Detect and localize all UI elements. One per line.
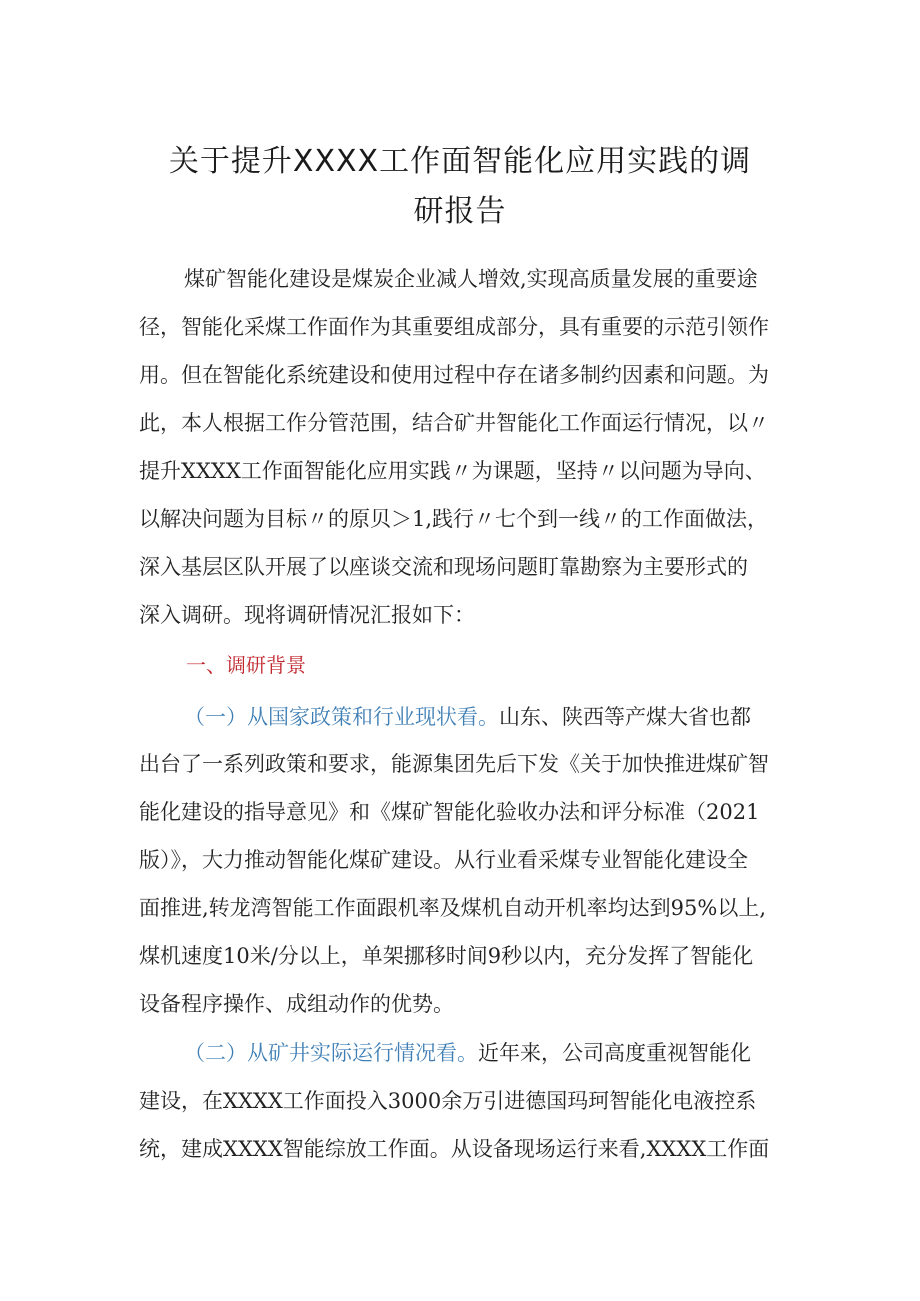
subsection-2-first-line xyxy=(184,1036,789,1070)
subsection-1-first-line xyxy=(184,700,789,734)
section-heading: 一、调研背景 xyxy=(186,653,306,677)
subsection-1-first-text: 山东、陕西等产煤大省也都 xyxy=(499,705,751,729)
intro-line: 提升XXXX工作面智能化应用实践〃为课题，坚持〃以问题为导向、 xyxy=(139,459,766,483)
body-line: 建设，在XXXX工作面投入3000余万引进德国玛珂智能化电液控系 xyxy=(139,1089,757,1113)
body-line: 出台了一系列政策和要求，能源集团先后下发《关于加快推进煤矿智 xyxy=(139,752,769,776)
body-line: 版）》，大力推动智能化煤矿建设。从行业看采煤专业智能化建设全 xyxy=(139,848,748,872)
subsection-2-heading: （二）从矿井实际运行情况看。 xyxy=(184,1041,478,1065)
body-line: 统，建成XXXX智能综放工作面。从设备现场运行来看,XXXX工作面 xyxy=(139,1137,770,1161)
intro-line: 此，本人根据工作分管范围，结合矿井智能化工作面运行情况，以〃 xyxy=(139,411,769,435)
intro-line: 用。但在智能化系统建设和使用过程中存在诸多制约因素和问题。为 xyxy=(139,363,769,387)
intro-line: 深入调研。现将调研情况汇报如下： xyxy=(139,603,475,627)
intro-line: 以解决问题为目标〃的原贝＞1,践行〃七个到一线〃的工作面做法， xyxy=(139,507,769,531)
intro-line: 径，智能化采煤工作面作为其重要组成部分，具有重要的示范引领作 xyxy=(139,315,769,339)
body-line: 煤机速度10米/分以上，单架挪移时间9秒以内，充分发挥了智能化 xyxy=(139,944,754,968)
intro-line: 深入基层区队开展了以座谈交流和现场问题盯靠勘察为主要形式的 xyxy=(139,555,748,579)
subsection-1-heading: （一）从国家政策和行业现状看。 xyxy=(184,705,499,729)
document-title-line-2: 研报告 xyxy=(413,194,507,229)
subsection-2-first-text: 近年来，公司高度重视智能化 xyxy=(478,1041,751,1065)
body-line: 能化建设的指导意见》和《煤矿智能化验收办法和评分标准（2021 xyxy=(139,800,760,824)
intro-line: 煤矿智能化建设是煤炭企业减人增效,实现高质量发展的重要途 xyxy=(184,267,758,291)
document-title-line-1: 关于提升XXXX工作面智能化应用实践的调 xyxy=(168,144,752,179)
body-line: 面推进,转龙湾智能工作面跟机率及煤机自动开机率均达到95%以上, xyxy=(139,896,767,920)
body-line: 设备程序操作、成组动作的优势。 xyxy=(139,992,454,1016)
